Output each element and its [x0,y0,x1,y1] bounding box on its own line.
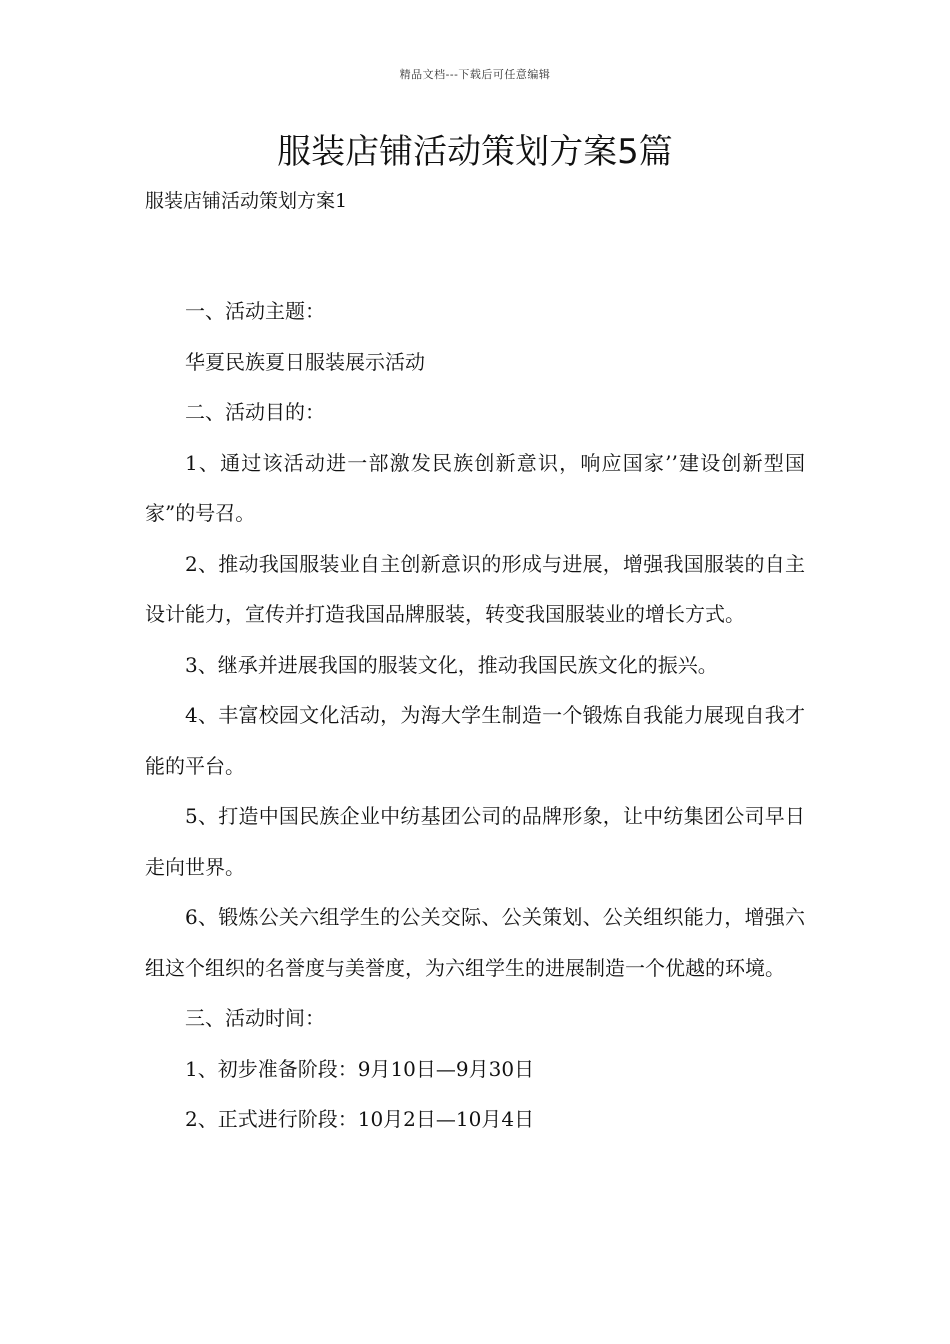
paragraph: 5、打造中国民族企业中纺基团公司的品牌形象，让中纺集团公司早日走向世界。 [145,804,805,879]
paragraph: 6、锻炼公关六组学生的公关交际、公关策划、公关组织能力，增强六组这个组织的名誉度与美誉度，为六组学生的进展制造一个优越的环境。 [145,905,805,980]
paragraph: 华夏民族夏日服装展示活动 [185,349,425,374]
paragraph: 1、初步准备阶段：9月10日—9月30日 [185,1056,535,1081]
document-title: 服装店铺活动策划方案5篇 [277,132,673,172]
paragraph: 3、继承并进展我国的服装文化，推动我国民族文化的振兴。 [185,652,718,677]
document-body [145,286,805,1145]
paragraph: 1、通过该活动进一部激发民族创新意识，响应国家’’建设创新型国家”的号召。 [145,450,805,525]
paragraph: 二、活动目的： [185,400,325,424]
paragraph: 三、活动时间： [185,1006,325,1030]
section-subtitle: 服装店铺活动策划方案1 [145,190,348,212]
paragraph: 2、推动我国服装业自主创新意识的形成与进展，增强我国服装的自主设计能力，宣传并打造我国品牌服装，转变我国服装业的增长方式。 [145,551,805,626]
header-note: 精品文档---下载后可任意编辑 [399,68,551,81]
paragraph: 一、活动主题： [185,299,325,323]
paragraph: 2、正式进行阶段：10月2日—10月4日 [185,1107,535,1131]
paragraph: 4、丰富校园文化活动，为海大学生制造一个锻炼自我能力展现自我才能的平台。 [145,703,805,778]
